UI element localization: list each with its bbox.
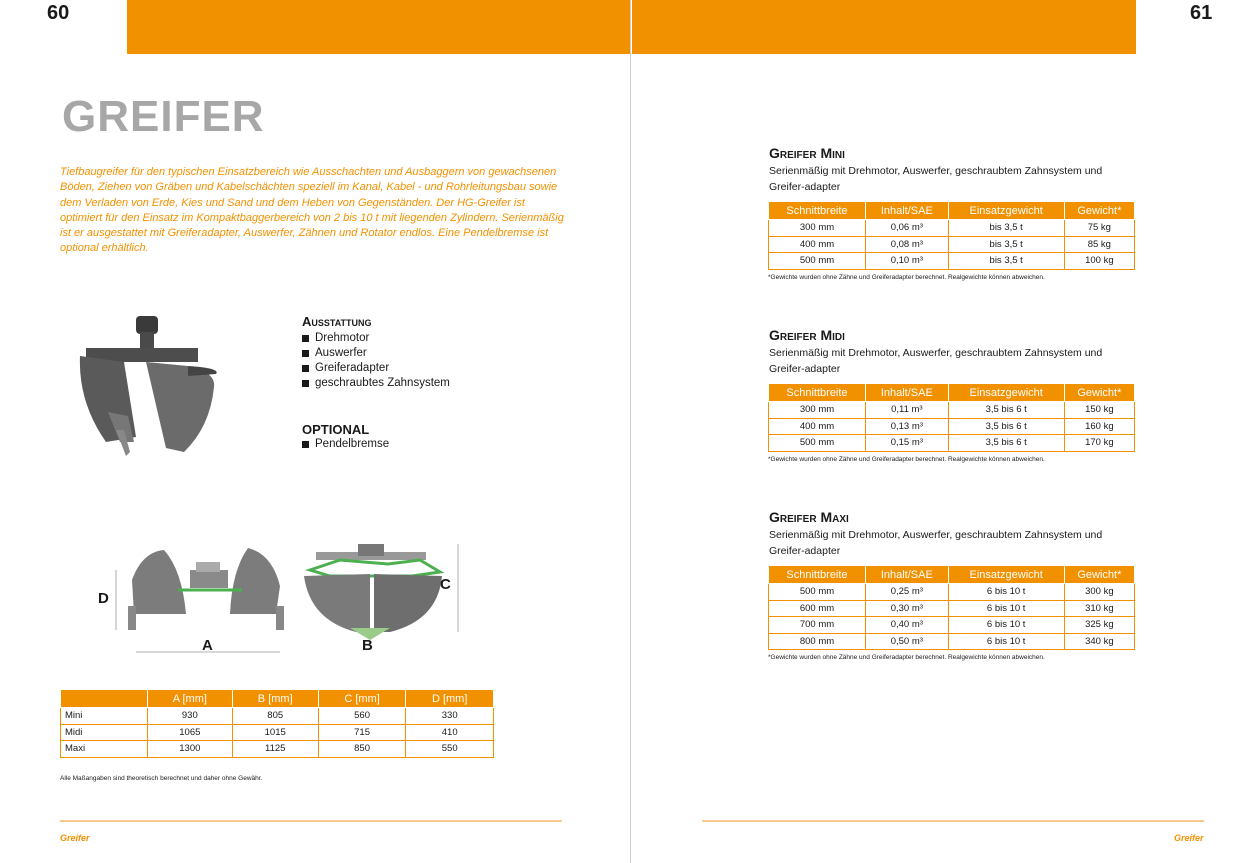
table-cell: 85 kg [1064, 236, 1134, 253]
grab-photo [76, 312, 226, 472]
dimensions-note: Alle Maßangaben sind theoretisch berechnet und daher ohne Gewähr. [60, 775, 263, 782]
table-cell: 6 bis 10 t [948, 600, 1064, 617]
table-cell: bis 3,5 t [948, 236, 1064, 253]
product-title: Greifer Mini [769, 145, 845, 161]
dim-label-a: A [202, 637, 213, 654]
product-note: *Gewichte wurden ohne Zähne und Greiferadapter berechnet. Realgewichte können abweichen. [768, 273, 1045, 281]
table-header: Gewicht* [1064, 384, 1134, 402]
table-cell: 1015 [232, 724, 318, 741]
product-table [768, 383, 1135, 452]
table-cell: 1125 [232, 741, 318, 758]
table-cell: 0,50 m³ [865, 633, 948, 650]
table-cell: 330 [406, 708, 494, 725]
table-row [769, 253, 1135, 270]
product-table [768, 565, 1135, 650]
table-header: Einsatzgewicht [948, 384, 1064, 402]
table-row [769, 633, 1135, 650]
table-cell: 850 [318, 741, 406, 758]
table-cell: 3,5 bis 6 t [948, 435, 1064, 452]
product-note: *Gewichte wurden ohne Zähne und Greiferadapter berechnet. Realgewichte können abweichen. [768, 654, 1045, 661]
table-cell: 340 kg [1064, 633, 1134, 650]
table-cell: bis 3,5 t [948, 220, 1064, 237]
table-cell: 300 mm [769, 220, 866, 237]
dimension-drawing-side [300, 540, 465, 660]
table-cell: 930 [148, 708, 233, 725]
table-cell: 0,10 m³ [865, 253, 948, 270]
table-cell: 560 [318, 708, 406, 725]
equipment-heading: Ausstattung [302, 314, 372, 329]
table-cell: 715 [318, 724, 406, 741]
product-note: *Gewichte wurden ohne Zähne und Greiferadapter berechnet. Realgewichte können abweichen. [768, 455, 1045, 463]
header-bar-right [632, 0, 1136, 54]
table-row [769, 402, 1135, 419]
table-header: Schnittbreite [769, 384, 866, 402]
footer-label-left: Greifer [60, 833, 90, 843]
table-cell: 700 mm [769, 617, 866, 634]
product-description: Serienmäßig mit Drehmotor, Auswerfer, geschraubtem Zahnsystem und Greifer-adapter [769, 347, 1103, 375]
table-header: D [mm] [406, 690, 494, 708]
equipment-list [302, 331, 450, 391]
dim-label-c: C [440, 576, 451, 593]
table-cell: 0,40 m³ [865, 617, 948, 634]
table-cell: 170 kg [1064, 435, 1134, 452]
footer-line-right [702, 820, 1204, 822]
table-header: Inhalt/SAE [865, 566, 948, 584]
table-cell: 325 kg [1064, 617, 1134, 634]
table-row [61, 708, 494, 725]
product-description: Serienmäßig mit Drehmotor, Auswerfer, geschraubtem Zahnsystem und Greifer-adapter [769, 529, 1103, 557]
optional-list [302, 437, 389, 452]
table-header: A [mm] [148, 690, 233, 708]
table-cell: 75 kg [1064, 220, 1134, 237]
table-header: Schnittbreite [769, 202, 866, 220]
table-cell: 6 bis 10 t [948, 633, 1064, 650]
table-row [769, 418, 1135, 435]
dimensions-table [60, 689, 494, 758]
table-cell: Maxi [61, 741, 148, 758]
table-row [769, 220, 1135, 237]
page-title: GREIFER [62, 92, 265, 141]
table-cell: 6 bis 10 t [948, 617, 1064, 634]
table-row [769, 236, 1135, 253]
table-header [61, 690, 148, 708]
table-cell: 0,15 m³ [865, 435, 948, 452]
table-row [61, 741, 494, 758]
table-cell: 500 mm [769, 435, 866, 452]
table-cell: 550 [406, 741, 494, 758]
table-cell: 3,5 bis 6 t [948, 402, 1064, 419]
optional-heading: OPTIONAL [302, 422, 370, 437]
page-divider [630, 0, 631, 863]
table-cell: 150 kg [1064, 402, 1134, 419]
intro-text: Tiefbaugreifer für den typischen Einsatzbereich wie Ausschachten und Ausbaggern von gewachsenen Böden, Ziehen von Gräben und Kabelschächten speziell im Kanal, Kabel - und Rohrleitungsbau sowie dem Verladen von Erde, Kies und Sand und dem Heben von Gegenständen. Der HG-Greifer ist optimiert für den Einsatz im Kompaktbaggerbereich von 2 bis 10 t mit liegenden Zylindern. Serienmäßig ist er ausgestattet mit Greiferadapter, Auswerfer, Zähnen und Rotator endlos. Eine Pendelbremse ist optional erhältlich. [60, 166, 564, 255]
table-header: Gewicht* [1064, 202, 1134, 220]
table-cell: 400 mm [769, 236, 866, 253]
table-cell: 410 [406, 724, 494, 741]
table-cell: bis 3,5 t [948, 253, 1064, 270]
table-cell: Midi [61, 724, 148, 741]
table-header: C [mm] [318, 690, 406, 708]
list-item: Auswerfer [302, 346, 450, 361]
table-cell: 300 mm [769, 402, 866, 419]
table-header: Schnittbreite [769, 566, 866, 584]
product-description: Serienmäßig mit Drehmotor, Auswerfer, geschraubtem Zahnsystem und Greifer-adapter [769, 165, 1103, 193]
table-cell: 0,13 m³ [865, 418, 948, 435]
table-row [769, 600, 1135, 617]
table-cell: 1065 [148, 724, 233, 741]
table-cell: 0,25 m³ [865, 584, 948, 601]
table-cell: 400 mm [769, 418, 866, 435]
table-header: Inhalt/SAE [865, 384, 948, 402]
dim-label-b: B [362, 637, 373, 654]
product-table [768, 201, 1135, 270]
list-item: geschraubtes Zahnsystem [302, 376, 450, 391]
table-cell: 6 bis 10 t [948, 584, 1064, 601]
table-row [61, 724, 494, 741]
table-cell: 310 kg [1064, 600, 1134, 617]
dim-label-d: D [98, 590, 109, 607]
table-header: Inhalt/SAE [865, 202, 948, 220]
page-number-left: 60 [47, 2, 70, 24]
product-title: Greifer Midi [769, 327, 845, 343]
table-cell: Mini [61, 708, 148, 725]
table-header: B [mm] [232, 690, 318, 708]
table-header: Gewicht* [1064, 566, 1134, 584]
table-cell: 3,5 bis 6 t [948, 418, 1064, 435]
table-cell: 300 kg [1064, 584, 1134, 601]
page-number-right: 61 [1190, 2, 1213, 24]
table-cell: 100 kg [1064, 253, 1134, 270]
footer-label-right: Greifer [1174, 833, 1204, 843]
table-cell: 800 mm [769, 633, 866, 650]
list-item: Greiferadapter [302, 361, 450, 376]
list-item: Pendelbremse [302, 437, 389, 452]
header-bar-left [127, 0, 630, 54]
table-header: Einsatzgewicht [948, 202, 1064, 220]
table-cell: 160 kg [1064, 418, 1134, 435]
table-header: Einsatzgewicht [948, 566, 1064, 584]
table-cell: 0,06 m³ [865, 220, 948, 237]
table-cell: 500 mm [769, 584, 866, 601]
product-title: Greifer Maxi [769, 509, 849, 525]
table-cell: 600 mm [769, 600, 866, 617]
table-cell: 0,08 m³ [865, 236, 948, 253]
list-item: Drehmotor [302, 331, 450, 346]
table-cell: 805 [232, 708, 318, 725]
table-row [769, 584, 1135, 601]
table-row [769, 435, 1135, 452]
table-cell: 0,11 m³ [865, 402, 948, 419]
table-cell: 500 mm [769, 253, 866, 270]
footer-line-left [60, 820, 562, 822]
table-cell: 1300 [148, 741, 233, 758]
table-row [769, 617, 1135, 634]
table-cell: 0,30 m³ [865, 600, 948, 617]
